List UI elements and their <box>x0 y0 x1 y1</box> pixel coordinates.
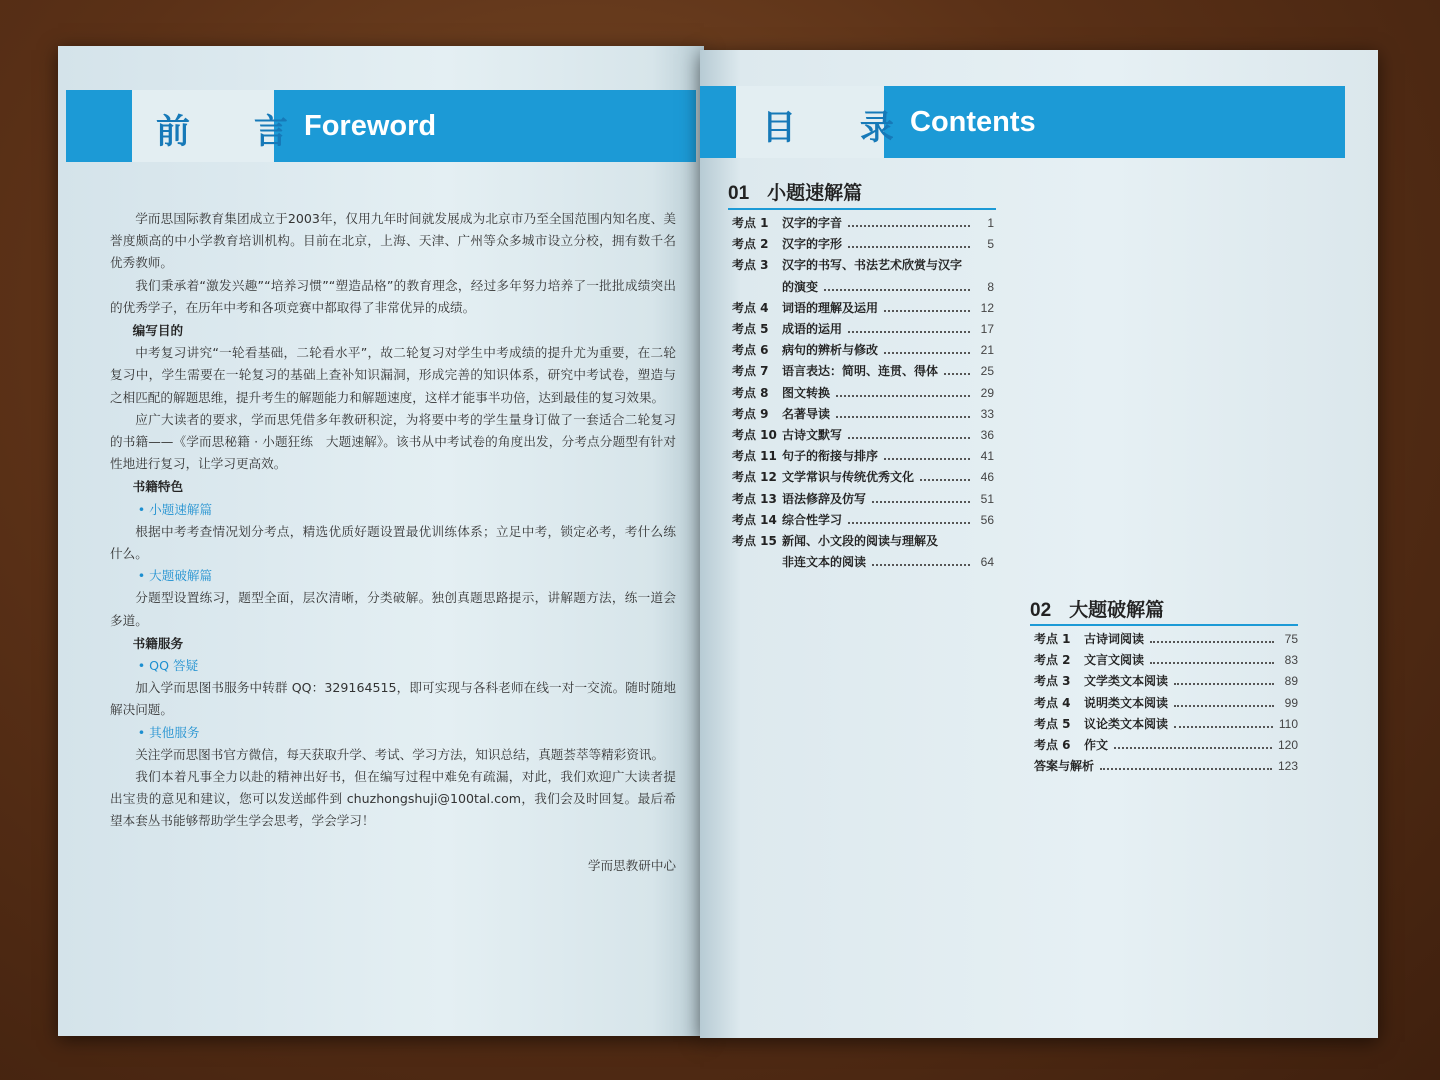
foreword-paragraph: 学而思国际教育集团成立于2003年，仅用九年时间就发展成为北京市乃至全国范围内知名度、美誉度颇高的中小学教育培训机构。目前在北京，上海、天津、广州等众多城市设立分校，拥有数千名优秀教师。 <box>110 211 676 271</box>
toc-entry-label: 考点 3 <box>732 258 769 273</box>
toc-entry-title: 句子的衔接与排序 <box>782 449 879 464</box>
contents-title-cn: 目 录 <box>762 108 920 148</box>
section2-heading <box>1030 595 1164 622</box>
toc-entry[interactable] <box>732 235 994 252</box>
toc-leader-dots <box>848 429 970 439</box>
toc-entry-page: 29 <box>980 385 994 400</box>
foreword-paragraph: 加入学而思图书服务中转群 QQ：329164515，即可实现与各科老师在线一对一交流。随时随地解决问题。 <box>110 680 676 718</box>
foreword-paragraph: 分题型设置练习，题型全面，层次清晰，分类破解。独创真题思路提示，讲解题方法，练一道会多道。 <box>110 590 676 628</box>
toc-entry-label: 考点 14 <box>732 512 777 527</box>
toc-leader-dots <box>872 556 970 566</box>
toc-entry[interactable] <box>732 384 994 401</box>
toc-entry[interactable] <box>732 341 994 358</box>
toc-entry-title: 文言文阅读 <box>1084 653 1145 668</box>
toc-entry-page: 12 <box>980 300 994 315</box>
toc-leader-dots <box>944 365 970 375</box>
toc-entry[interactable] <box>732 426 994 443</box>
toc-entry-label: 考点 2 <box>1034 653 1071 668</box>
toc-leader-dots <box>848 514 970 524</box>
toc-entry-title: 汉字的字音 <box>782 216 843 230</box>
right-page-contents <box>700 50 1378 1038</box>
contents-header-band <box>700 86 1345 158</box>
toc-entry[interactable] <box>1034 651 1298 668</box>
contents-title-en: Contents <box>910 106 1036 138</box>
toc-entry-page: 41 <box>980 449 994 464</box>
toc-entry-title: 议论类文本阅读 <box>1084 716 1169 731</box>
foreword-paragraph: 根据中考考查情况划分考点，精选优质好题设置最优训练体系；立足中考，锁定必考，考什么练什么。 <box>110 523 676 562</box>
toc-entry[interactable] <box>1034 630 1298 647</box>
foreword-bullet: • 小题速解篇 <box>137 501 213 517</box>
foreword-paragraph: 关注学而思图书官方微信，每天获取升学、考试、学习方法，知识总结，真题荟萃等精彩资讯。 <box>135 746 665 762</box>
toc-leader-dots <box>884 450 970 460</box>
foreword-header-band <box>66 90 696 162</box>
section1-heading <box>728 178 862 205</box>
toc-entry-title: 答案与解析 <box>1034 759 1095 774</box>
toc-entry-page: 83 <box>1284 653 1298 668</box>
toc-entry-page: 5 <box>987 237 994 252</box>
toc-entry-label: 考点 4 <box>1034 695 1071 710</box>
toc-entry[interactable] <box>1034 715 1298 732</box>
toc-entry-label: 考点 5 <box>1034 716 1071 731</box>
toc-entry-title: 的演变 <box>782 279 819 294</box>
foreword-subheading: 书籍服务 <box>132 635 184 651</box>
foreword-subheading: 书籍特色 <box>132 479 184 495</box>
toc-entry[interactable] <box>732 532 994 549</box>
toc-entry-label: 考点 1 <box>732 216 769 230</box>
toc-entry-page: 110 <box>1278 716 1298 731</box>
foreword-title-cn: 前 言 <box>156 112 314 152</box>
toc-leader-dots <box>1174 675 1274 685</box>
toc-entry-label: 考点 2 <box>732 237 769 252</box>
toc-leader-dots <box>884 344 970 354</box>
toc-entry-label: 考点 1 <box>1034 632 1071 646</box>
section2-title: 大题破解篇 <box>1069 599 1165 621</box>
toc-entry-page: 8 <box>987 279 994 294</box>
toc-leader-dots <box>1174 718 1273 728</box>
toc-leader-dots <box>824 281 970 291</box>
section1-rule <box>728 208 996 210</box>
left-page-foreword <box>58 46 704 1036</box>
toc-entry[interactable] <box>732 278 994 295</box>
toc-entry-label: 考点 7 <box>732 364 769 379</box>
toc-entry-page: 17 <box>980 322 994 336</box>
toc-entry[interactable] <box>1034 736 1298 753</box>
toc-entry-label: 考点 13 <box>732 491 777 506</box>
toc-entry[interactable] <box>732 405 994 422</box>
toc-entry-page: 21 <box>980 343 994 358</box>
toc-entry-title: 名著导读 <box>782 406 831 421</box>
toc-entry[interactable] <box>732 553 994 570</box>
toc-entry-title: 非连文本的阅读 <box>782 555 867 570</box>
toc-entry-title: 成语的运用 <box>782 322 843 336</box>
toc-entry-label: 考点 4 <box>732 300 769 315</box>
toc-entry-title: 汉字的字形 <box>782 237 843 252</box>
toc-entry-title: 词语的理解及运用 <box>782 300 879 315</box>
toc-leader-dots <box>872 493 970 503</box>
foreword-signature: 学而思教研中心 <box>587 857 676 873</box>
foreword-bullet: • QQ 答疑 <box>137 658 199 674</box>
toc-entry-page: 75 <box>1284 632 1298 646</box>
toc-leader-dots <box>848 323 970 333</box>
toc-entry[interactable] <box>1034 757 1298 774</box>
toc-entry-page: 56 <box>980 512 994 527</box>
toc-entry[interactable] <box>732 490 994 507</box>
toc-entry-page: 89 <box>1284 674 1298 689</box>
foreword-body <box>110 208 676 877</box>
section2-number: 02 <box>1030 600 1052 621</box>
toc-entry-title: 汉字的书写、书法艺术欣赏与汉字 <box>782 258 963 273</box>
toc-entry[interactable] <box>732 299 994 316</box>
toc-entry-label: 考点 3 <box>1034 674 1071 689</box>
toc-entry-label: 考点 6 <box>732 343 769 358</box>
toc-entry[interactable] <box>732 447 994 464</box>
toc-entry[interactable] <box>732 362 994 379</box>
toc-entry-title: 古诗文默写 <box>782 428 843 442</box>
toc-entry-title: 新闻、小文段的阅读与理解及 <box>782 534 939 548</box>
toc-entry-page: 64 <box>980 555 994 570</box>
toc-entry-label: 考点 6 <box>1034 738 1071 752</box>
section2-rule <box>1030 624 1298 626</box>
foreword-bullet: • 其他服务 <box>137 724 200 740</box>
toc-entry-label: 考点 8 <box>732 385 769 400</box>
foreword-paragraph: 中考复习讲究“一轮看基础，二轮看水平”，故二轮复习对学生中考成绩的提升尤为重要，在二轮复习中，学生需要在一轮复习的基础上查补知识漏洞，形成完善的知识体系，研究中考试卷，塑造与之相匹配的解题思维，提升考生的解题能力和解题速度，这样才能事半功倍，达到最佳的复习效果。 <box>110 345 676 405</box>
toc-entry-title: 文学类文本阅读 <box>1084 674 1169 689</box>
foreword-title-en: Foreword <box>304 110 437 142</box>
toc-leader-dots <box>1150 654 1274 664</box>
toc-leader-dots <box>836 387 970 397</box>
toc-entry-page: 120 <box>1277 738 1298 752</box>
toc-entry-page: 46 <box>980 470 994 485</box>
toc-entry-label: 考点 5 <box>732 322 769 336</box>
toc-entry[interactable] <box>1034 672 1298 689</box>
toc-entry-title: 图文转换 <box>782 385 831 400</box>
toc-entry-page: 33 <box>980 406 994 421</box>
toc-entry-page: 51 <box>980 491 994 506</box>
toc-leader-dots <box>1114 739 1272 749</box>
toc-entry[interactable] <box>732 256 994 273</box>
toc-entry-title: 病句的辨析与修改 <box>782 343 879 358</box>
toc-entry-title: 语言表达：简明、连贯、得体 <box>782 364 939 379</box>
toc-entry-label: 考点 11 <box>732 449 777 464</box>
toc-entry-page: 36 <box>980 428 994 442</box>
toc-entry-title: 语法修辞及仿写 <box>782 491 867 506</box>
toc-entry-label: 考点 15 <box>732 534 777 548</box>
toc-leader-dots <box>1150 633 1274 643</box>
toc-entry-title: 古诗词阅读 <box>1084 632 1145 646</box>
foreword-bullet: • 大题破解篇 <box>137 568 213 584</box>
toc-entry-title: 综合性学习 <box>782 512 843 527</box>
foreword-paragraph: 我们秉承着“激发兴趣”“培养习惯”“塑造品格”的教育理念，经过多年努力培养了一批批成绩突出的优秀学子，在历年中考和各项竞赛中都取得了非常优异的成绩。 <box>110 277 676 315</box>
foreword-paragraph: 应广大读者的要求，学而思凭借多年教研积淀，为将要中考的学生量身订做了一套适合二轮复习的书籍——《学而思秘籍 · 小题狂练 大题速解》。该书从中考试卷的角度出发，分考点分题型有针对性地进行复习，让学习更高效。 <box>110 411 676 472</box>
section1-title: 小题速解篇 <box>767 182 863 204</box>
toc-entry-page: 123 <box>1277 759 1298 774</box>
toc-leader-dots <box>884 302 970 312</box>
toc-leader-dots <box>1100 760 1272 770</box>
toc-entry[interactable] <box>732 468 994 485</box>
toc-entry[interactable] <box>732 214 994 231</box>
toc-entry-label: 考点 10 <box>732 428 777 442</box>
toc-entry-page: 1 <box>987 216 994 230</box>
toc-entry[interactable] <box>1034 694 1298 711</box>
toc-entry-page: 25 <box>980 364 994 379</box>
toc-entry-page: 99 <box>1284 695 1298 710</box>
toc-entry[interactable] <box>732 511 994 528</box>
toc-leader-dots <box>836 408 970 418</box>
toc-entry-label: 考点 9 <box>732 406 769 421</box>
toc-entry-title: 文学常识与传统优秀文化 <box>782 470 915 485</box>
foreword-subheading: 编写目的 <box>132 323 184 339</box>
toc-leader-dots <box>848 217 970 227</box>
toc-leader-dots <box>920 471 970 481</box>
section1-number: 01 <box>728 183 750 204</box>
toc-leader-dots <box>1174 697 1274 707</box>
toc-entry-title: 作文 <box>1084 738 1109 752</box>
foreword-paragraph: 我们本着凡事全力以赴的精神出好书，但在编写过程中难免有疏漏，对此，我们欢迎广大读者提出宝贵的意见和建议，您可以发送邮件到 chuzhongshuji@100tal.com，我们会及时回复。最后希望本套丛书能够帮助学生学会思考，学会学习！ <box>110 769 676 829</box>
toc-entry-title: 说明类文本阅读 <box>1084 695 1169 710</box>
toc-entry-label: 考点 12 <box>732 470 777 485</box>
toc-entry[interactable] <box>732 320 994 337</box>
toc-leader-dots <box>848 238 970 248</box>
